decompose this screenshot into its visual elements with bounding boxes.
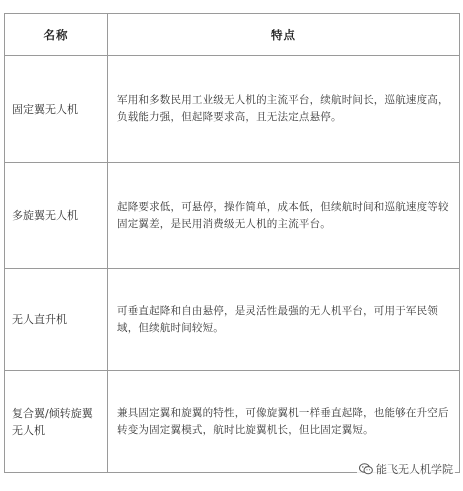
- header-name: 名称: [5, 14, 108, 56]
- watermark: [357, 461, 455, 477]
- row-features-cell: [108, 371, 460, 473]
- row-name-cell: 多旋翼无人机: [5, 163, 108, 269]
- table-row: [5, 56, 460, 163]
- table-row: [5, 163, 460, 269]
- watermark-text: 能飞无人机学院: [376, 463, 453, 476]
- row-name-cell: 无人直升机: [5, 269, 108, 371]
- table-header-row: [5, 14, 460, 56]
- row-features-text: 可垂直起降和自由悬停，是灵活性最强的无人机平台，可用于军民领域，但续航时间较短。: [117, 304, 438, 334]
- header-features: 特点: [108, 14, 460, 56]
- row-name-cell: 复合翼/倾转旋翼无人机: [5, 371, 108, 473]
- row-features-cell: [108, 269, 460, 371]
- row-features-text: 兼具固定翼和旋翼的特性，可像旋翼机一样垂直起降，也能够在升空后转变为固定翼模式，航时比旋翼机长，但比固定翼短。: [117, 406, 449, 436]
- row-features-text: 军用和多数民用工业级无人机的主流平台，续航时间长，巡航速度高，负载能力强，但起降要求高，且无法定点悬停。: [117, 94, 449, 123]
- uav-comparison-table: [4, 13, 460, 473]
- row-features-text: 起降要求低，可悬停，操作简单，成本低，但续航时间和巡航速度等较固定翼差，是民用消费级无人机的主流平台。: [117, 200, 449, 230]
- row-features-cell: [108, 56, 460, 163]
- wechat-icon: [359, 463, 373, 475]
- row-features-cell: [108, 163, 460, 269]
- row-name-cell: 固定翼无人机: [5, 56, 108, 163]
- table-row: [5, 269, 460, 371]
- table-row: [5, 371, 460, 473]
